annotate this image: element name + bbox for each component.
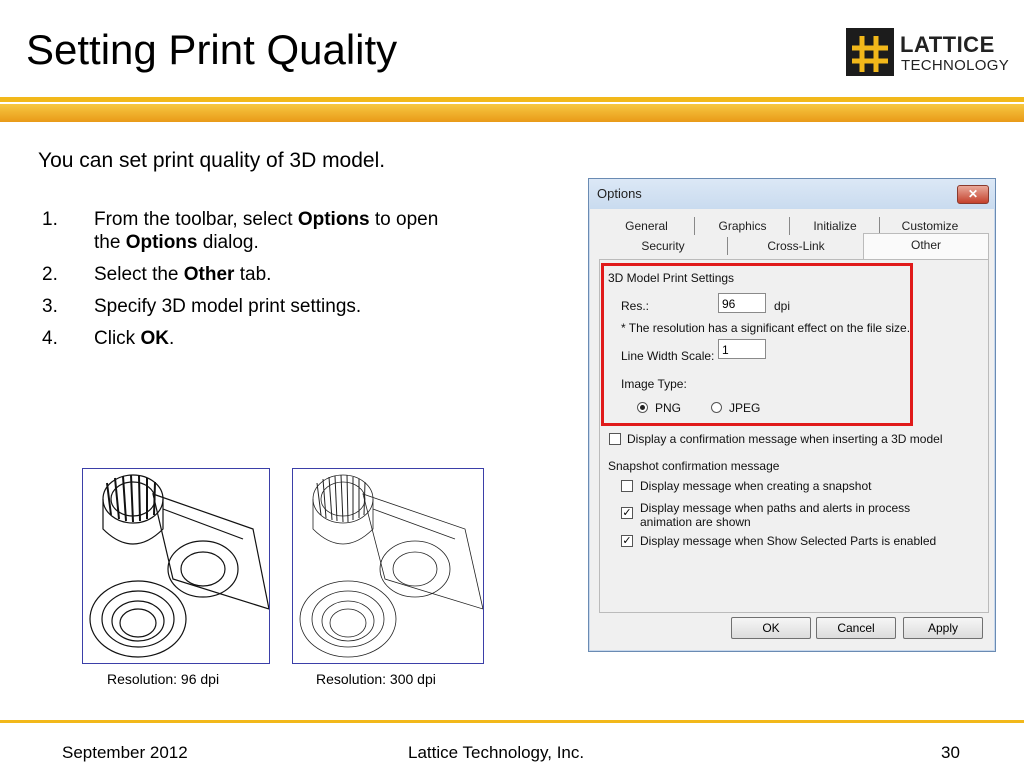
confirm-insert-label: Display a confirmation message when inserting a 3D model bbox=[627, 432, 943, 446]
footer-page-number: 30 bbox=[941, 743, 960, 762]
step-item bbox=[42, 208, 532, 254]
snapshot-selected-parts-label: Display message when Show Selected Parts is enabled bbox=[640, 534, 937, 548]
footer-company: Lattice Technology, Inc. bbox=[408, 743, 585, 762]
snapshot-paths-checkbox[interactable]: ✓ bbox=[622, 507, 632, 519]
step-bold: Options bbox=[125, 232, 198, 253]
tab-general[interactable]: General bbox=[625, 219, 668, 233]
tab-graphics[interactable]: Graphics bbox=[694, 217, 790, 235]
radio-png[interactable] bbox=[637, 402, 648, 413]
snapshot-create-checkbox[interactable] bbox=[621, 480, 633, 492]
tab-cross-link[interactable]: Cross-Link bbox=[727, 237, 864, 255]
res-label: Res.: bbox=[621, 299, 650, 313]
step-number: 3. bbox=[42, 296, 58, 317]
resolution-input[interactable]: 96 bbox=[718, 293, 766, 313]
step-number: 1. bbox=[42, 209, 58, 230]
res-note: * The resolution has a significant effect on the file size. bbox=[621, 321, 911, 335]
dialog-titlebar[interactable] bbox=[589, 179, 995, 209]
step-item bbox=[42, 327, 532, 350]
step-text: tab. bbox=[234, 264, 272, 285]
print-settings-group-label: 3D Model Print Settings bbox=[608, 271, 735, 285]
step-text: . bbox=[168, 328, 175, 349]
apply-button[interactable]: Apply bbox=[903, 617, 983, 639]
figure-96dpi bbox=[82, 468, 270, 664]
radio-png-label: PNG bbox=[655, 401, 682, 415]
confirm-insert-checkbox[interactable] bbox=[609, 433, 621, 445]
cancel-button[interactable]: Cancel bbox=[816, 617, 896, 639]
snapshot-create-label: Display message when creating a snapshot bbox=[640, 479, 872, 493]
tab-strip bbox=[599, 215, 987, 259]
step-text: to open bbox=[369, 209, 439, 230]
radio-jpeg[interactable] bbox=[711, 402, 722, 413]
slide-title: Setting Print Quality bbox=[26, 26, 398, 73]
model-image-96dpi bbox=[83, 469, 269, 663]
intro-text: You can set print quality of 3D model. bbox=[38, 149, 386, 172]
step-number: 4. bbox=[42, 328, 58, 349]
image-type-label: Image Type: bbox=[621, 377, 687, 391]
step-item bbox=[42, 263, 532, 286]
step-number: 2. bbox=[42, 264, 58, 285]
lattice-logo bbox=[846, 28, 1010, 78]
close-icon: ✕ bbox=[967, 187, 979, 201]
line-width-label: Line Width Scale: bbox=[621, 349, 715, 363]
snapshot-paths-label-line2: animation are shown bbox=[640, 515, 751, 529]
header-accent-line bbox=[0, 97, 1024, 102]
footer-date: September 2012 bbox=[62, 743, 188, 762]
step-bold: Options bbox=[297, 209, 370, 230]
step-text: dialog. bbox=[197, 232, 259, 253]
logo-name-line1: LATTICE bbox=[900, 32, 995, 57]
step-item bbox=[42, 295, 532, 318]
lattice-logo-icon bbox=[846, 28, 894, 76]
step-text: Select the bbox=[94, 264, 184, 285]
options-dialog bbox=[588, 178, 996, 652]
line-width-input[interactable]: 1 bbox=[718, 339, 766, 359]
steps-list bbox=[42, 208, 532, 359]
tab-initialize[interactable]: Initialize bbox=[789, 217, 880, 235]
step-text: Click bbox=[94, 328, 141, 349]
dialog-title: Options bbox=[597, 186, 642, 201]
tab-customize[interactable]: Customize bbox=[879, 217, 980, 235]
step-text: the bbox=[94, 232, 126, 253]
model-image-300dpi bbox=[293, 469, 483, 663]
tab-other[interactable]: Other bbox=[863, 233, 989, 260]
radio-jpeg-label: JPEG bbox=[729, 401, 761, 415]
step-text: Specify 3D model print settings. bbox=[94, 296, 362, 317]
figure-caption-300dpi: Resolution: 300 dpi bbox=[316, 671, 436, 687]
logo-name-line2: TECHNOLOGY bbox=[901, 57, 1010, 74]
tab-security[interactable]: Security bbox=[641, 239, 685, 253]
snapshot-paths-label: Display message when paths and alerts in process bbox=[640, 501, 911, 515]
snapshot-selected-parts-checkbox[interactable]: ✓ bbox=[622, 535, 632, 547]
step-text: From the toolbar, select bbox=[94, 209, 298, 230]
res-unit: dpi bbox=[774, 299, 791, 313]
header-accent-bar bbox=[0, 104, 1024, 122]
figure-caption-96dpi: Resolution: 96 dpi bbox=[107, 671, 220, 687]
figure-300dpi bbox=[292, 468, 484, 664]
step-bold: OK bbox=[140, 328, 169, 349]
snapshot-group-label: Snapshot confirmation message bbox=[608, 459, 780, 473]
close-button[interactable] bbox=[957, 185, 989, 204]
step-bold: Other bbox=[183, 264, 235, 285]
ok-button[interactable]: OK bbox=[731, 617, 811, 639]
